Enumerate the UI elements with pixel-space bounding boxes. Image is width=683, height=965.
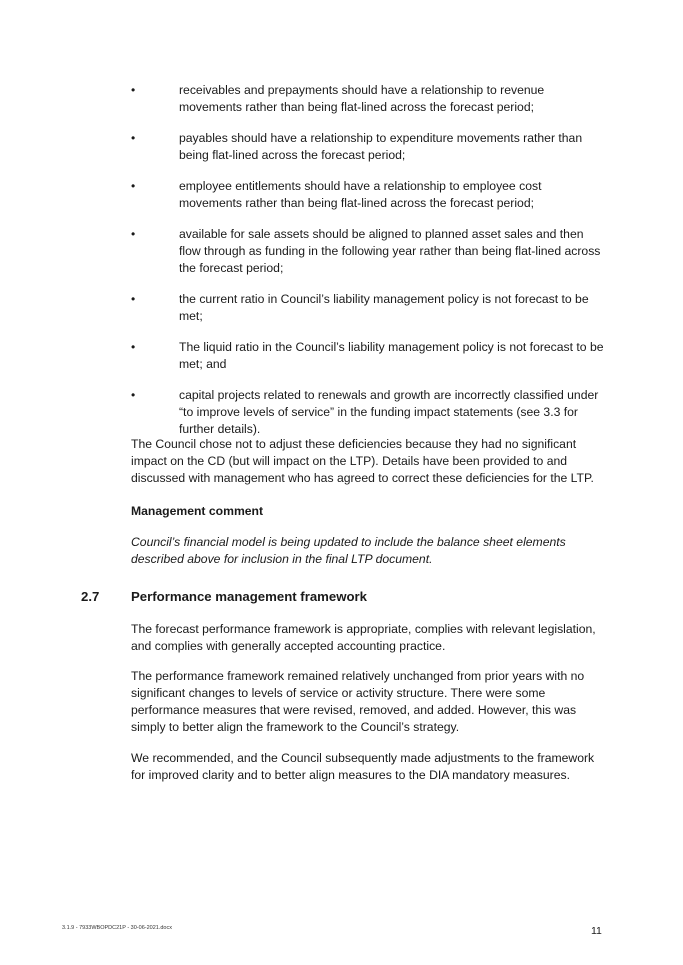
list-item xyxy=(0,178,683,212)
list-item-text: payables should have a relationship to expenditure movements rather than being flat-lined across the forecast period; xyxy=(179,131,583,162)
section-title: Performance management framework xyxy=(131,589,367,604)
bullet-icon: • xyxy=(131,227,136,241)
list-item xyxy=(0,339,683,373)
list-item xyxy=(0,291,683,325)
section-paragraph-3: We recommended, and the Council subsequently made adjustments to the framework for improved clarity and to better align measures to the DIA mandatory measures. xyxy=(131,751,595,782)
list-item-text: the current ratio in Council’s liability management policy is not forecast to be met; xyxy=(179,292,589,323)
list-item-text: employee entitlements should have a relationship to employee cost movements rather than being flat-lined across the forecast period; xyxy=(179,179,542,210)
management-comment-heading: Management comment xyxy=(131,504,264,518)
list-item-text: capital projects related to renewals and growth are incorrectly classified under “to improve levels of service” in the funding impact statements (see 3.3 for further details). xyxy=(179,388,599,436)
list-item xyxy=(0,226,683,277)
section-paragraph-1: The forecast performance framework is appropriate, complies with relevant legislation, and complies with generally accepted accounting practice. xyxy=(131,622,596,653)
deficiency-list xyxy=(0,82,683,452)
list-item xyxy=(0,130,683,164)
list-item xyxy=(0,387,683,438)
management-comment-text: Council’s financial model is being updated to include the balance sheet elements described above for inclusion in the final LTP document. xyxy=(131,535,566,566)
list-item-text: available for sale assets should be aligned to planned asset sales and then flow through as funding in the following year rather than being flat-lined across the forecast period; xyxy=(179,227,601,275)
section-number: 2.7 xyxy=(81,589,100,604)
bullet-icon: • xyxy=(131,83,136,97)
bullet-icon: • xyxy=(131,179,136,193)
list-item-text: The liquid ratio in the Council’s liability management policy is not forecast to be met; and xyxy=(179,340,604,371)
list-item xyxy=(0,82,683,116)
page-number: 11 xyxy=(591,925,602,937)
bullet-icon: • xyxy=(131,292,136,306)
section-paragraph-2: The performance framework remained relatively unchanged from prior years with no significant changes to levels of service or activity structure. There were some performance measures that were revised, removed, and added. However, this was simply to better align the framework to the Council’s strategy. xyxy=(131,669,585,734)
bullet-icon: • xyxy=(131,340,136,354)
list-item-text: receivables and prepayments should have a relationship to revenue movements rather than being flat-lined across the forecast period; xyxy=(179,83,545,114)
bullet-icon: • xyxy=(131,131,136,145)
document-reference: 3.1.9 - 7933WBOPDC21P - 30-06-2021.docx xyxy=(62,925,172,931)
council-paragraph: The Council chose not to adjust these deficiencies because they had no significant impact on the CD (but will impact on the LTP). Details have been provided to and discussed with management who has agreed to correct these deficiencies for the LTP. xyxy=(131,437,594,485)
bullet-icon: • xyxy=(131,388,136,402)
